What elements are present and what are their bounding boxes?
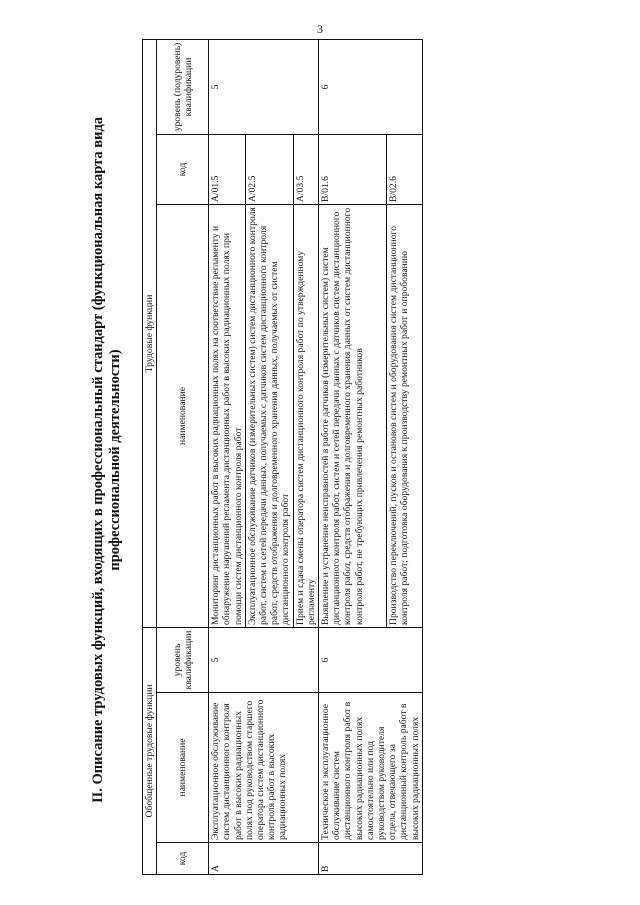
gf-level: 6: [319, 627, 423, 692]
tf-name: Эксплуатационное обслуживание датчиков (измерительных систем) систем дистанционного контроля работ, систем и сетей передачи данных, получаемых с датчиков систем дистанционного контроля работ, средств отображения и долговременного хранения данных, получаемых от систем дистанционного контроля работ: [245, 204, 293, 627]
header-name: наименование: [157, 693, 209, 843]
header-code: код: [157, 843, 209, 875]
gf-code: A: [209, 843, 319, 875]
heading-line-2: профессиональной деятельности): [107, 349, 123, 571]
gf-code: B: [319, 843, 423, 875]
tf-code: A/03.5: [293, 134, 318, 204]
gf-name: Техническое и эксплуатационное обслуживание систем дистанционного контроля работ в высоких радиационных полях самостоятельно или под руководством руководителя отдела, отвечающего за дистанционный контроль работ в высоких радиационных полях: [319, 693, 423, 843]
heading-line-1: II. Описание трудовых функций, входящих в профессиональный стандарт (функциональная карта вида: [90, 116, 106, 804]
rotated-page-content: [90, 40, 630, 880]
header-tf-code: код: [157, 134, 209, 204]
functional-map-table: [142, 39, 423, 875]
tf-code: B/01.6: [319, 134, 387, 204]
tf-level: 6: [319, 39, 423, 134]
tf-code: A/01.5: [209, 134, 246, 204]
tf-name: Мониторинг дистанционных работ в высоких радиационных полях на соответствие регламенту и обнаружение нарушений регламента дистанционных работ в высоких радиационных полях при помощи систем дистанционного контроля работ: [209, 204, 246, 627]
table-row: [319, 39, 387, 874]
gf-level: 5: [209, 627, 319, 692]
tf-level: 5: [209, 39, 319, 134]
gf-name: Эксплуатационное обслуживание систем дистанционного контроля работ в высоких радиационных полях под руководством старшего оператора систем дистанционного контроля работ в высоких радиационных полях: [209, 693, 319, 843]
section-heading: [90, 40, 146, 880]
header-tf-name: наименование: [157, 204, 209, 627]
tf-name: Выявление и устранение неисправностей в работе датчиков (измерительных систем) систем дистанционного контроля работ, систем и сетей передачи данных с датчиков систем дистанционного контроля работ, средств отображения и долговременного хранения данных от систем дистанционного контроля работ, не требующих привлечения ремонтных работников: [319, 204, 387, 627]
tf-code: B/02.6: [386, 134, 422, 204]
header-labor-functions: Трудовые функции: [143, 39, 157, 627]
tf-name: Прием и сдача смены оператора систем дистанционного контроля работ по утвержденному регламенту: [293, 204, 318, 627]
page-number: 3: [317, 22, 323, 36]
header-tf-level: уровень (подуровень) квалификации: [157, 39, 209, 134]
header-level: уровень квалификации: [157, 627, 209, 692]
tf-code: A/02.5: [245, 134, 293, 204]
header-generalized-functions: Обобщенные трудовые функции: [143, 627, 157, 874]
tf-name: Производство переключений, пусков и остановов систем и оборудования систем дистанционного контроля работ; подготовка оборудования к производству ремонтных работ и опробованию: [386, 204, 422, 627]
table-row: [209, 39, 246, 874]
